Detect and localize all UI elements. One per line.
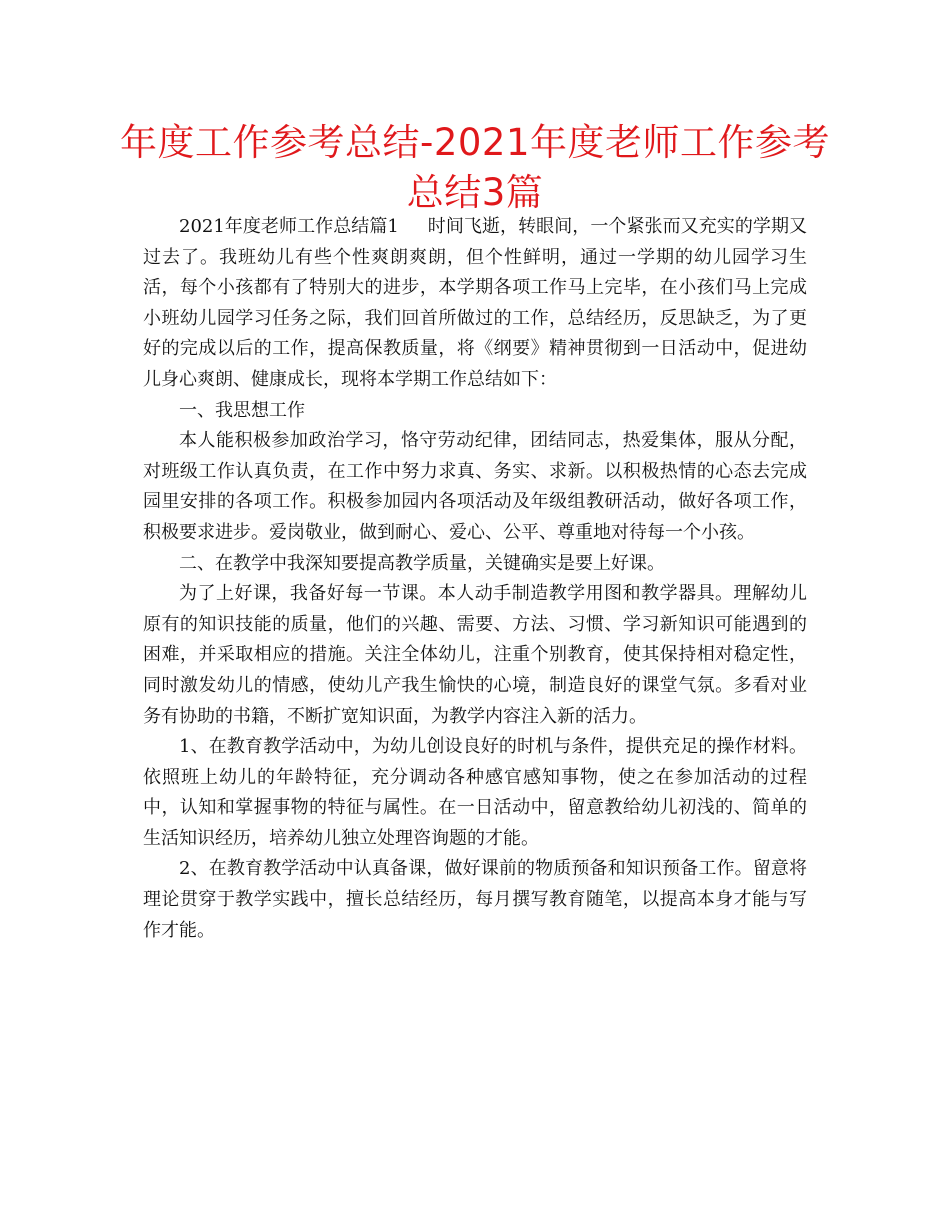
intro-heading: 2021年度老师工作总结篇1 <box>179 216 399 237</box>
paragraph: 为了上好课，我备好每一节课。本人动手制造教学用图和教学器具。理解幼儿原有的知识技能的质量，他们的兴趣、需要、方法、习惯、学习新知识可能遇到的困难，并采取相应的措施。关注全体幼儿，注重个别教育，使其保持相对稳定性，同时激发幼儿的情感，使幼儿产我生愉快的心境，制造良好的课堂气氛。多看对业务有协助的书籍，不断扩宽知识面，为教学内容注入新的活力。 <box>143 583 807 727</box>
paragraph: 2、在教育教学活动中认真备课，做好课前的物质预备和知识预备工作。留意将理论贯穿于教学实践中，擅长总结经历，每月撰写教育随笔，以提高本身才能与写作才能。 <box>143 858 807 941</box>
intro-paragraph <box>143 212 807 396</box>
section-heading-1: 一、我思想工作 <box>179 399 305 421</box>
intro-text: 时间飞逝，转眼间，一个紧张而又充实的学期又过去了。我班幼儿有些个性爽朗爽朗，但个性鲜明，通过一学期的幼儿园学习生活，每个小孩都有了特别大的进步，本学期各项工作马上完毕，在小孩们马上完成小班幼儿园学习任务之际，我们回首所做过的工作，总结经历，反思缺乏，为了更好的完成以后的工作，提高保教质量，将《纲要》精神贯彻到一日活动中，促进幼儿身心爽朗、健康成长，现将本学期工作总结如下： <box>143 216 808 390</box>
document-title: 年度工作参考总结-2021年度老师工作参考总结3篇 <box>120 121 831 214</box>
paragraph: 本人能积极参加政治学习，恪守劳动纪律，团结同志，热爱集体，服从分配，对班级工作认真负责，在工作中努力求真、务实、求新。以积极热情的心态去完成园里安排的各项工作。积极参加园内各项活动及年级组教研活动，做好各项工作，积极要求进步。爱岗敬业，做到耐心、爱心、公平、尊重地对待每一个小孩。 <box>143 430 807 543</box>
document-body <box>143 212 807 946</box>
paragraph: 1、在教育教学活动中，为幼儿创设良好的时机与条件，提供充足的操作材料。依照班上幼儿的年龄特征，充分调动各种感官感知事物，使之在参加活动的过程中，认知和掌握事物的特征与属性。在一日活动中，留意教给幼儿初浅的、简单的生活知识经历，培养幼儿独立处理咨询题的才能。 <box>143 736 807 849</box>
section-heading-2: 二、在教学中我深知要提高教学质量，关键确实是要上好课。 <box>179 552 665 574</box>
